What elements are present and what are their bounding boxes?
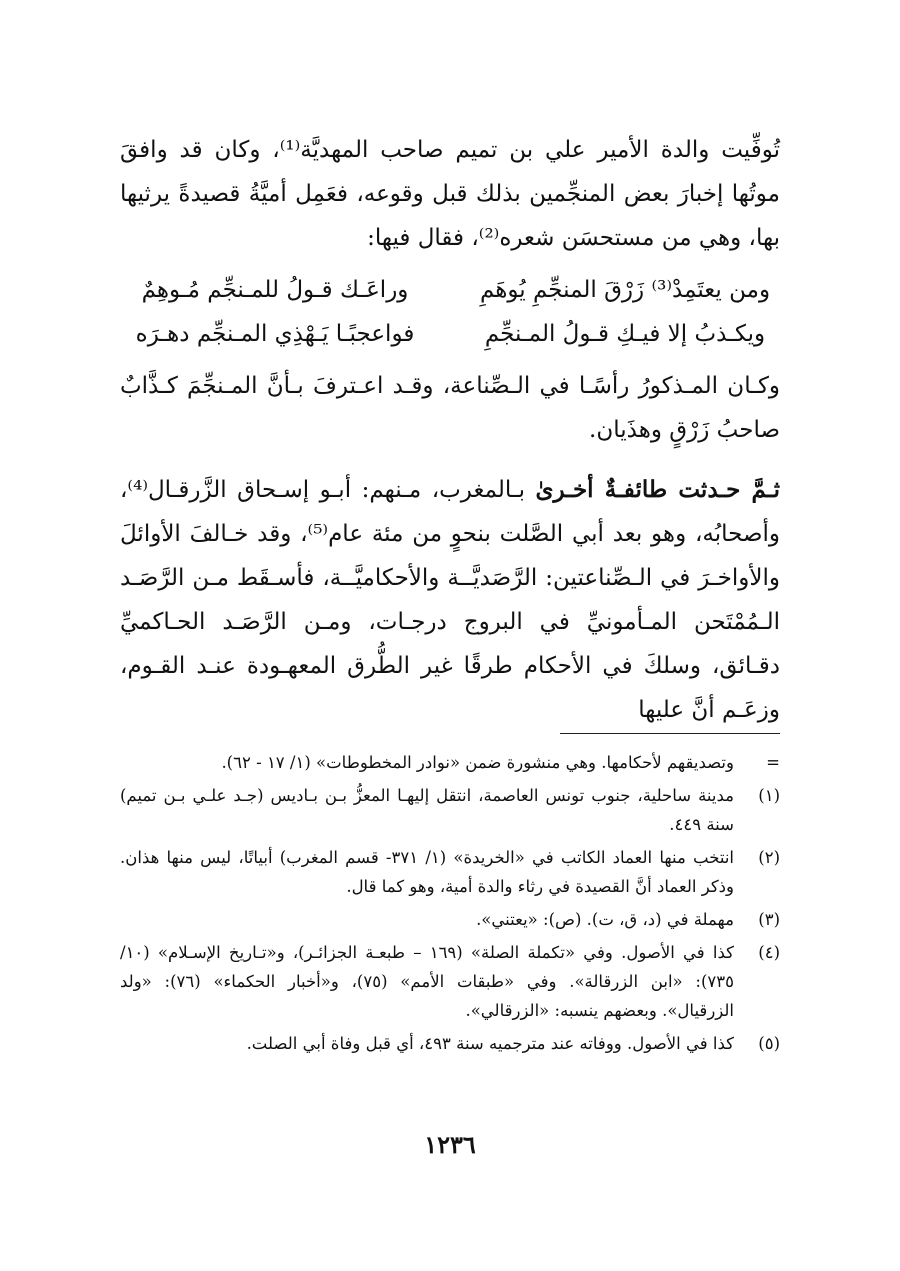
footnote-marker: = (766, 753, 780, 772)
poem-verse-2 (120, 312, 780, 356)
poem-verse-1 (120, 268, 780, 312)
footnote-marker: (٥) (758, 1034, 780, 1053)
footnote-1 (120, 781, 780, 839)
footnote-text: مدينة ساحلية، جنوب تونس العاصمة، انتقل إليهـا المعزُّ بـن بـاديس (جـد علـي بـن تميم) سنة ٤٤٩. (120, 786, 734, 834)
footnote-text: انتخب منها العماد الكاتب في «الخريدة» (١/ ٣٧١- قسم المغرب) أبياتًا، ليس منها هذان. وذكر العماد أنَّ القصيدة في رثاء والدة أمية، وهو كما قال. (120, 848, 734, 896)
footnote-continued (120, 748, 780, 777)
footnote-5 (120, 1029, 780, 1058)
footnote-text: كذا في الأصول. وفي «تكملة الصلة» (١٦٩ – طبعـة الجزائـر)، و«تـاريخ الإسـلام» (١٠/ ٧٣٥): «ابن الزرقالة». وفي «طبقات الأمم» (٧٥)، و«أخبار الحكماء» (٧٦): «ولد الزرقيال». وبعضهم ينسبه: «الزرقالي». (120, 943, 734, 1020)
footnote-separator (560, 733, 780, 734)
footnote-marker: (٤) (758, 943, 780, 962)
page-number: ١٢٣٦ (424, 1130, 476, 1159)
paragraph-3-lead: ثـمَّ حـدثت طائفـةٌ أخـرىٰ (535, 476, 780, 503)
paragraph-3-body: بـالمغرب، مـنهم: أبـو إسـحاق الزَّرقـال⁽⁴⁾، وأصحابُه، وهو بعد أبي الصَّلت بنحوٍ من مئة عام⁽⁵⁾، وقد خـالفَ الأوائلَ والأواخـرَ في الـصِّناعتين: الرَّصَديَّــة والأحكاميَّــة، فأسـقَط مـن الرَّصَـد الـمُمْتَحن المـأمونيِّ في البروج درجـات، ومـن الرَّصَـد الحـاكميِّ دقـائق، وسلكَ في الأحكام طرقًا غير الطُّرق المعهـودة عنـد القـوم، وزعَـم أنَّ عليها (120, 477, 780, 723)
footnote-text: مهملة في (د، ق، ت). (ص): «يعتني». (476, 910, 734, 929)
footnote-marker: (١) (758, 786, 780, 805)
paragraph-2: وكـان المـذكورُ رأسًـا في الـصِّناعة، وقـد اعـترفَ بـأنَّ المـنجِّمَ كـذَّابٌ صاحبُ زَرْقٍ وهذَيان. (120, 373, 780, 443)
footnote-4 (120, 938, 780, 1025)
poem-verse-2-first-hemistich: ويكـذبُ إلا فيـكِ قـولُ المـنجِّمِ (484, 321, 766, 347)
footnote-2 (120, 843, 780, 901)
footnote-text: كذا في الأصول. ووفاته عند مترجميه سنة ٤٩٣، أي قبل وفاة أبي الصلت. (246, 1034, 734, 1053)
poem-verse-1-first-hemistich: ومن يعتَمِدْ⁽³⁾ زَرْقَ المنجِّمِ يُوهَمِ (479, 277, 771, 303)
footnote-3 (120, 905, 780, 934)
main-text (120, 128, 780, 732)
footnote-marker: (٣) (758, 910, 780, 929)
poem (120, 268, 780, 356)
paragraph-3 (120, 468, 780, 732)
poem-verse-2-second-hemistich: فواعجبًـا يَـهْذِي المـنجِّم دهـرَه (135, 321, 415, 347)
footnote-text: وتصديقهم لأحكامها. وهي منشورة ضمن «نوادر المخطوطات» (١/ ١٧ - ٦٢). (221, 753, 734, 772)
paragraph-1: تُوفِّيت والدة الأمير علي بن تميم صاحب المهديَّة⁽¹⁾، وكان قد وافقَ موتُها إخبارَ بعض المنجِّمين بذلك قبل وقوعه، فعَمِل أميَّةُ قصيدةً يرثيها بها، وهي من مستحسَن شعره⁽²⁾، فقال فيها: (120, 137, 781, 251)
poem-verse-1-second-hemistich: وراعَـك قـولُ للمـنجِّم مُـوهِمٌ (141, 277, 409, 303)
footnote-marker: (٢) (758, 848, 780, 867)
footnotes (120, 748, 780, 1062)
